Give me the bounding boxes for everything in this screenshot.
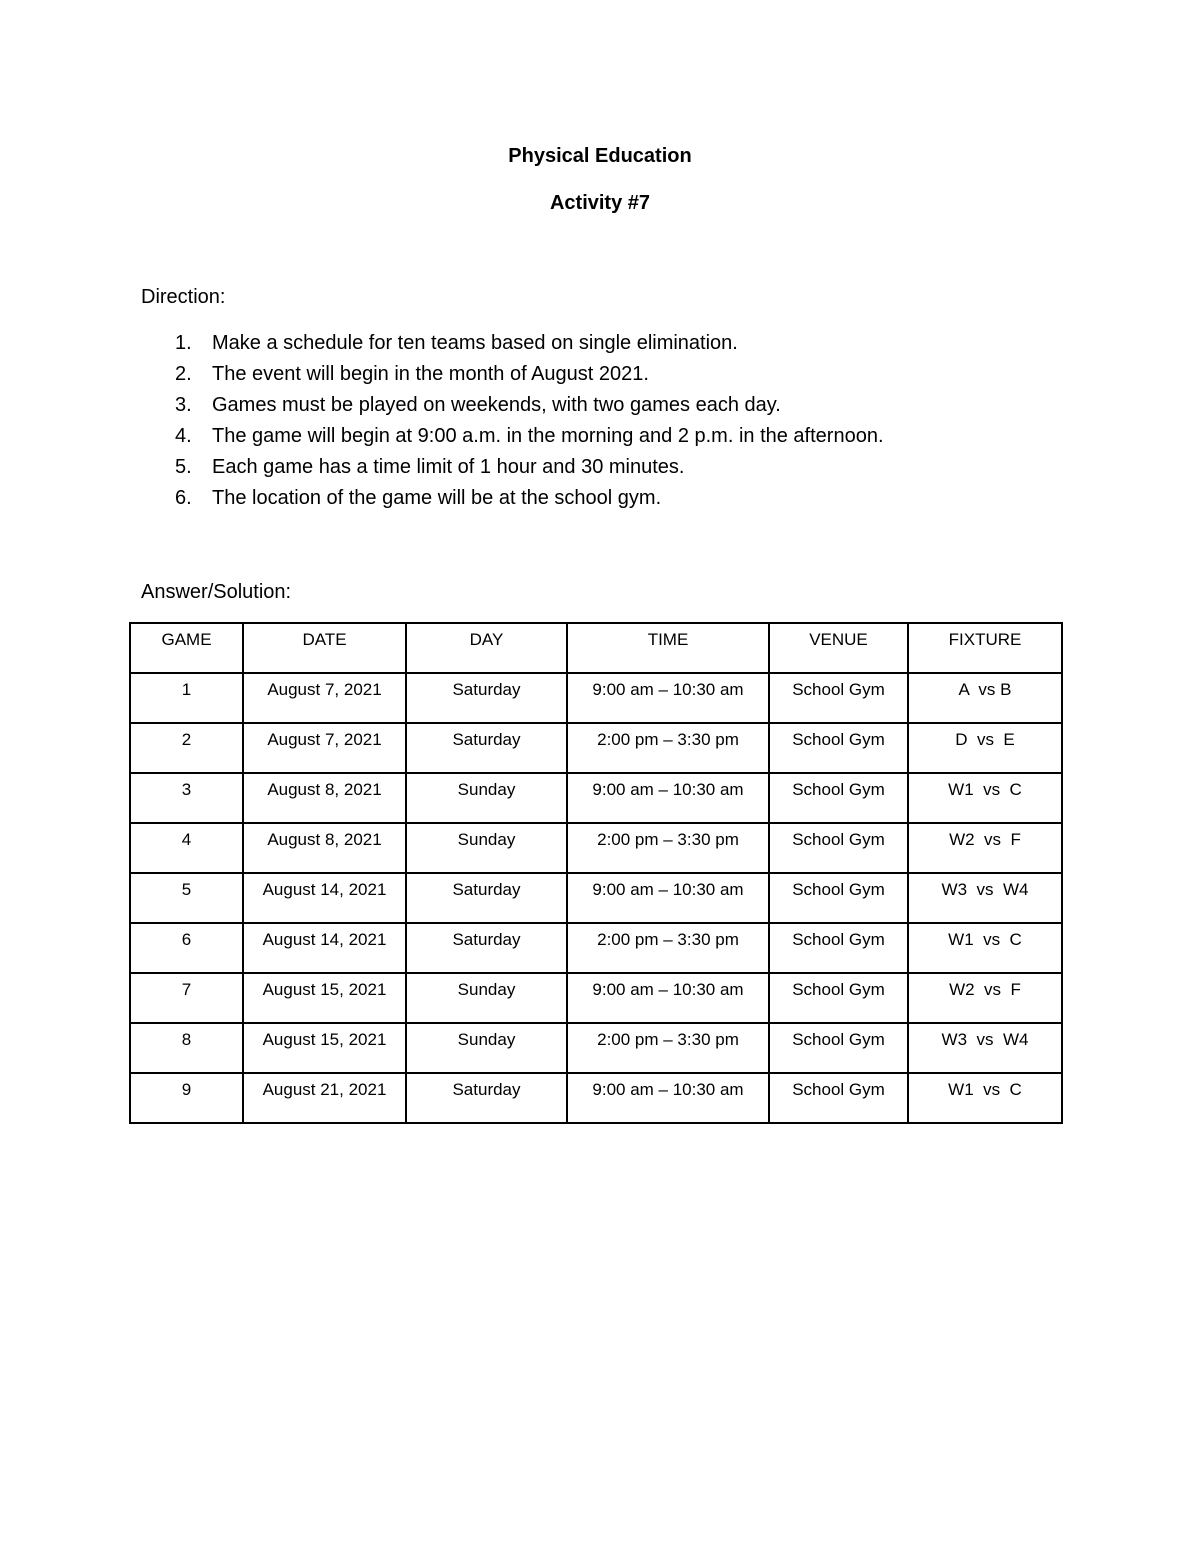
table-row bbox=[130, 773, 1062, 823]
game-cell: 8 bbox=[130, 1023, 243, 1073]
time-cell: 9:00 am – 10:30 am bbox=[567, 973, 769, 1023]
day-cell: Sunday bbox=[406, 973, 567, 1023]
time-cell: 9:00 am – 10:30 am bbox=[567, 1073, 769, 1123]
venue-cell: School Gym bbox=[769, 823, 908, 873]
table-row bbox=[130, 973, 1062, 1023]
game-cell: 1 bbox=[130, 673, 243, 723]
table-row bbox=[130, 1073, 1062, 1123]
time-cell: 9:00 am – 10:30 am bbox=[567, 873, 769, 923]
header-day: DAY bbox=[406, 623, 567, 673]
directions-list bbox=[141, 331, 1101, 517]
direction-heading: Direction: bbox=[141, 286, 226, 308]
date-cell: August 15, 2021 bbox=[243, 973, 406, 1023]
venue-cell: School Gym bbox=[769, 1073, 908, 1123]
time-cell: 2:00 pm – 3:30 pm bbox=[567, 1023, 769, 1073]
list-item-text: The location of the game will be at the school gym. bbox=[212, 487, 662, 509]
list-item-text: Games must be played on weekends, with two games each day. bbox=[212, 394, 781, 416]
venue-cell: School Gym bbox=[769, 723, 908, 773]
list-item bbox=[141, 455, 1101, 486]
list-item-text: Make a schedule for ten teams based on single elimination. bbox=[212, 332, 738, 354]
list-item-text: The event will begin in the month of August 2021. bbox=[212, 363, 649, 385]
time-cell: 2:00 pm – 3:30 pm bbox=[567, 923, 769, 973]
date-cell: August 8, 2021 bbox=[243, 773, 406, 823]
game-cell: 6 bbox=[130, 923, 243, 973]
table-row bbox=[130, 923, 1062, 973]
header-fixture: FIXTURE bbox=[908, 623, 1062, 673]
fixture-cell: W2 vs F bbox=[908, 973, 1062, 1023]
fixture-cell: W3 vs W4 bbox=[908, 873, 1062, 923]
date-cell: August 7, 2021 bbox=[243, 723, 406, 773]
date-cell: August 7, 2021 bbox=[243, 673, 406, 723]
table-row bbox=[130, 823, 1062, 873]
list-item bbox=[141, 393, 1101, 424]
game-cell: 3 bbox=[130, 773, 243, 823]
page-subtitle: Activity #7 bbox=[549, 192, 651, 214]
venue-cell: School Gym bbox=[769, 973, 908, 1023]
list-item bbox=[141, 362, 1101, 393]
list-item bbox=[141, 486, 1101, 517]
list-item-number: 2. bbox=[175, 363, 192, 385]
date-cell: August 14, 2021 bbox=[243, 873, 406, 923]
day-cell: Saturday bbox=[406, 873, 567, 923]
day-cell: Sunday bbox=[406, 773, 567, 823]
table-row bbox=[130, 873, 1062, 923]
venue-cell: School Gym bbox=[769, 873, 908, 923]
game-cell: 2 bbox=[130, 723, 243, 773]
day-cell: Saturday bbox=[406, 673, 567, 723]
venue-cell: School Gym bbox=[769, 773, 908, 823]
day-cell: Saturday bbox=[406, 1073, 567, 1123]
list-item-number: 5. bbox=[175, 456, 192, 478]
game-cell: 7 bbox=[130, 973, 243, 1023]
fixture-cell: W1 vs C bbox=[908, 1073, 1062, 1123]
list-item-number: 3. bbox=[175, 394, 192, 416]
time-cell: 9:00 am – 10:30 am bbox=[567, 773, 769, 823]
game-cell: 5 bbox=[130, 873, 243, 923]
day-cell: Sunday bbox=[406, 1023, 567, 1073]
fixture-cell: A vs B bbox=[908, 673, 1062, 723]
page-title: Physical Education bbox=[508, 145, 692, 167]
list-item-text: Each game has a time limit of 1 hour and 30 minutes. bbox=[212, 456, 685, 478]
venue-cell: School Gym bbox=[769, 673, 908, 723]
venue-cell: School Gym bbox=[769, 923, 908, 973]
date-cell: August 15, 2021 bbox=[243, 1023, 406, 1073]
fixture-cell: W3 vs W4 bbox=[908, 1023, 1062, 1073]
game-cell: 9 bbox=[130, 1073, 243, 1123]
schedule-body bbox=[130, 673, 1062, 1123]
day-cell: Sunday bbox=[406, 823, 567, 873]
table-header-row bbox=[130, 623, 1062, 673]
fixture-cell: W1 vs C bbox=[908, 923, 1062, 973]
schedule-table bbox=[129, 622, 1063, 1124]
list-item bbox=[141, 331, 1101, 362]
date-cell: August 21, 2021 bbox=[243, 1073, 406, 1123]
list-item-number: 1. bbox=[175, 332, 192, 354]
day-cell: Saturday bbox=[406, 923, 567, 973]
day-cell: Saturday bbox=[406, 723, 567, 773]
game-cell: 4 bbox=[130, 823, 243, 873]
venue-cell: School Gym bbox=[769, 1023, 908, 1073]
table-row bbox=[130, 723, 1062, 773]
header-date: DATE bbox=[243, 623, 406, 673]
time-cell: 9:00 am – 10:30 am bbox=[567, 673, 769, 723]
fixture-cell: D vs E bbox=[908, 723, 1062, 773]
header-venue: VENUE bbox=[769, 623, 908, 673]
header-time: TIME bbox=[567, 623, 769, 673]
list-item-number: 6. bbox=[175, 487, 192, 509]
list-item bbox=[141, 424, 1101, 455]
answer-heading: Answer/Solution: bbox=[141, 581, 292, 603]
fixture-cell: W1 vs C bbox=[908, 773, 1062, 823]
table-row bbox=[130, 673, 1062, 723]
table-row bbox=[130, 1023, 1062, 1073]
list-item-number: 4. bbox=[175, 425, 192, 447]
fixture-cell: W2 vs F bbox=[908, 823, 1062, 873]
time-cell: 2:00 pm – 3:30 pm bbox=[567, 823, 769, 873]
time-cell: 2:00 pm – 3:30 pm bbox=[567, 723, 769, 773]
list-item-text: The game will begin at 9:00 a.m. in the morning and 2 p.m. in the afternoon. bbox=[212, 425, 884, 447]
header-game: GAME bbox=[130, 623, 243, 673]
date-cell: August 14, 2021 bbox=[243, 923, 406, 973]
date-cell: August 8, 2021 bbox=[243, 823, 406, 873]
